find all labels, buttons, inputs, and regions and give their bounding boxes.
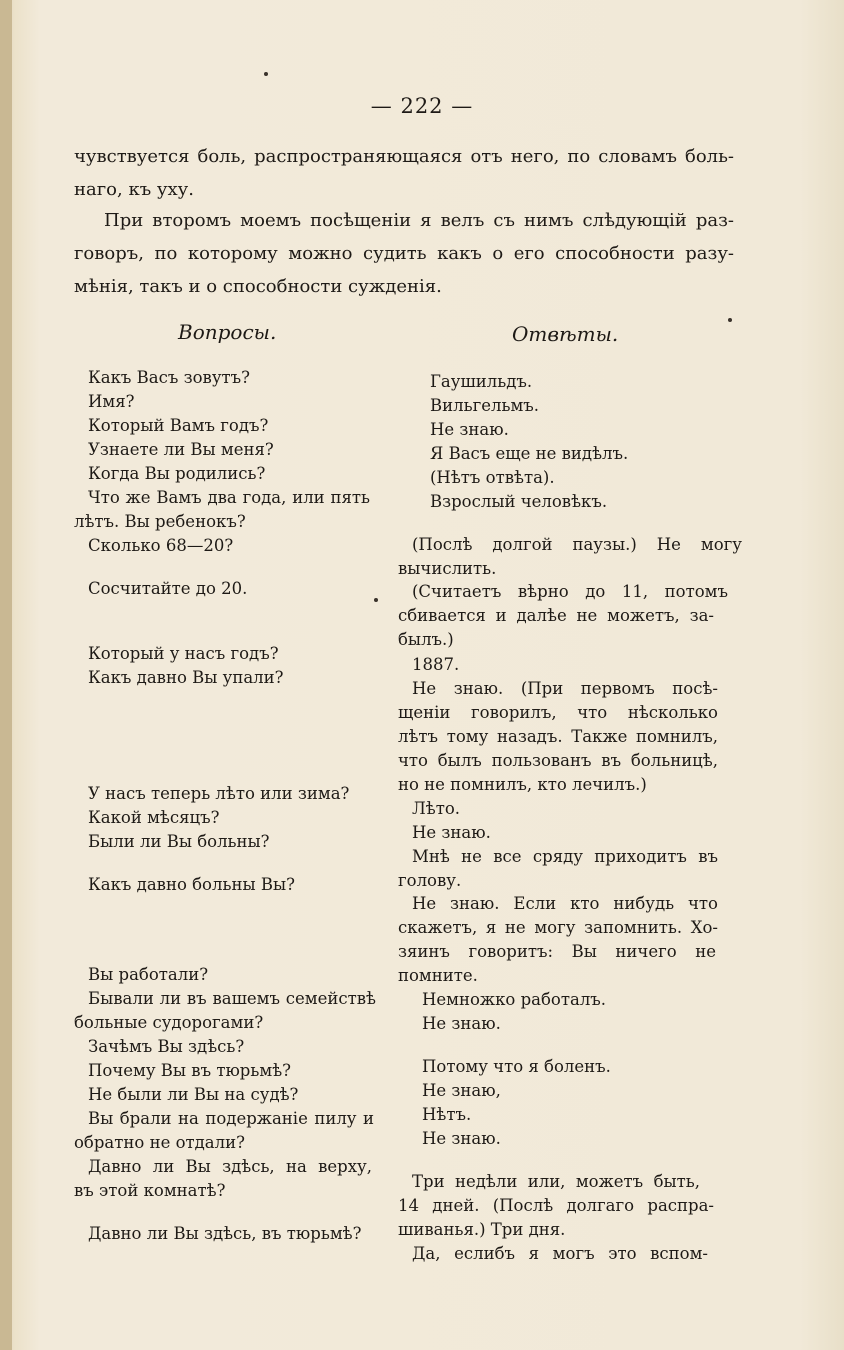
text-line: наго, къ уху. [74, 179, 194, 200]
text-line: мѣнія, такъ и о способности сужденія. [74, 276, 442, 297]
answer-line: (Считаетъ вѣрно до 11, потомъ [412, 582, 728, 601]
answer-line: щеніи говорилъ, что нѣсколько [398, 703, 718, 722]
answer-line: Мнѣ не все сряду приходитъ въ [412, 847, 718, 866]
answer-line: вычислить. [398, 559, 497, 578]
answer-line: Не знаю. [430, 420, 509, 439]
answer-line: былъ.) [398, 630, 454, 649]
question-line: Почему Вы въ тюрьмѣ? [88, 1061, 291, 1080]
answer-line: Нѣтъ. [422, 1105, 472, 1124]
question-line: Были ли Вы больны? [88, 832, 270, 851]
second-paragraph [74, 204, 734, 303]
answer-line: Не знаю. (При первомъ посѣ- [412, 679, 718, 698]
question-line: Сосчитайте до 20. [88, 579, 248, 598]
question-line: лѣтъ. Вы ребенокъ? [74, 512, 246, 531]
question-line: Какъ Васъ зовутъ? [88, 368, 251, 387]
answer-line: голову. [398, 871, 462, 890]
question-line: Вы брали на подержаніе пилу и [88, 1109, 374, 1128]
answer-line: но не помнилъ, кто лечилъ.) [398, 775, 647, 794]
question-line: Когда Вы родились? [88, 464, 266, 483]
answer-line: Не знаю. Если кто нибудь что [412, 894, 718, 913]
question-line: Зачѣмъ Вы здѣсь? [88, 1037, 245, 1056]
question-line: Который Вамъ годъ? [88, 416, 269, 435]
question-line: Какъ давно больны Вы? [88, 875, 295, 894]
print-speck [264, 72, 268, 76]
answer-line: Не знаю. [422, 1129, 501, 1148]
question-line: Сколько 68—20? [88, 536, 234, 555]
question-line: Бывали ли въ вашемъ семействѣ [88, 989, 376, 1008]
questions-heading: Вопросы. [178, 320, 277, 344]
question-line: Какъ давно Вы упали? [88, 668, 284, 687]
answer-line: Не знаю, [422, 1081, 501, 1100]
answer-line: Немножко работалъ. [422, 990, 607, 1009]
question-line: Не были ли Вы на судѣ? [88, 1085, 299, 1104]
answer-line: что былъ пользованъ въ больницѣ, [398, 751, 718, 770]
question-line: Узнаете ли Вы меня? [88, 440, 274, 459]
print-speck [728, 318, 732, 322]
text-line: чувствуется боль, распространяющаяся отъ него, по словамъ боль- [74, 146, 734, 167]
answer-line: (Нѣтъ отвѣта). [430, 468, 555, 487]
answer-line: зяинъ говоритъ: Вы ничего не [398, 942, 716, 961]
answer-line: Три недѣли или, можетъ быть, [412, 1172, 700, 1191]
answer-line: Гаушильдъ. [430, 372, 533, 391]
question-line: Давно ли Вы здѣсь, въ тюрьмѣ? [88, 1224, 362, 1243]
question-line: Какой мѣсяцъ? [88, 808, 220, 827]
answer-line: Потому что я боленъ. [422, 1057, 611, 1076]
question-line: въ этой комнатѣ? [74, 1181, 226, 1200]
answer-line: Не знаю. [422, 1014, 501, 1033]
question-line: У насъ теперь лѣто или зима? [88, 784, 350, 803]
answer-line: 14 дней. (Послѣ долгаго распра- [398, 1196, 714, 1215]
answer-line: Не знаю. [412, 823, 491, 842]
question-line: Что же Вамъ два года, или пять [88, 488, 370, 507]
page-binding-edge [0, 0, 12, 1350]
answer-line: 1887. [412, 655, 460, 674]
page-number: — 222 — [370, 94, 474, 118]
question-line: Имя? [88, 392, 135, 411]
question-line: Вы работали? [88, 965, 209, 984]
answer-line: помните. [398, 966, 478, 985]
answers-heading: Отвѣты. [512, 322, 619, 346]
answer-line: Лѣто. [412, 799, 461, 818]
answer-line: (Послѣ долгой паузы.) Не могу [412, 535, 742, 554]
question-line: обратно не отдали? [74, 1133, 245, 1152]
text-line: При второмъ моемъ посѣщеніи я велъ съ нимъ слѣдующій раз- [104, 210, 734, 231]
question-line: больные судорогами? [74, 1013, 264, 1032]
answer-line: лѣтъ тому назадъ. Также помнилъ, [398, 727, 718, 746]
answer-line: шиванья.) Три дня. [398, 1220, 566, 1239]
question-line: Давно ли Вы здѣсь, на верху, [88, 1157, 372, 1176]
answer-line: Я Васъ еще не видѣлъ. [430, 444, 629, 463]
print-speck [374, 598, 378, 602]
answer-line: Взрослый человѣкъ. [430, 492, 608, 511]
answer-line: Вильгельмъ. [430, 396, 540, 415]
answer-line: Да, еслибъ я могъ это вспом- [412, 1244, 708, 1263]
intro-paragraph [74, 140, 734, 206]
answer-line: скажетъ, я не могу запомнить. Хо- [398, 918, 718, 937]
text-line: говоръ, по которому можно судить какъ о его способности разу- [74, 243, 734, 264]
question-line: Который у насъ годъ? [88, 644, 279, 663]
answer-line: сбивается и далѣе не можетъ, за- [398, 606, 714, 625]
